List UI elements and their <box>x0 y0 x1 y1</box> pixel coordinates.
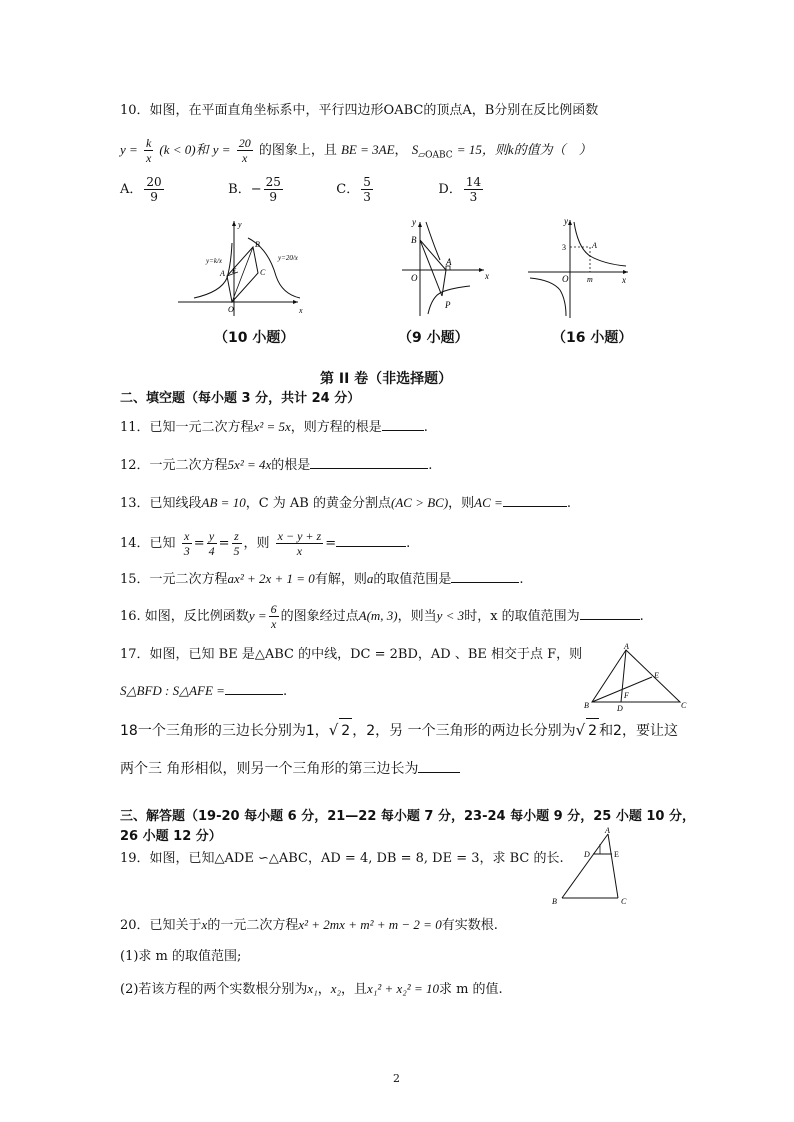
answer-blank[interactable] <box>310 456 428 469</box>
svg-text:D: D <box>584 850 590 859</box>
fraction-k-over-x: $\frac{k}{x}$ <box>145 136 152 165</box>
option-a: A． $\frac{20}{9}$ <box>120 175 162 204</box>
q12: 12．一元二次方程5x² = 4x的根是 . <box>120 457 433 473</box>
fig10-b-label: B <box>255 240 260 249</box>
svg-text:B: B <box>584 701 589 710</box>
option-c: C． $\frac{5}{3}$ <box>336 175 371 204</box>
fig10-y-label: y <box>238 220 242 229</box>
q20-line1: 20．已知关于x的一元二次方程x² + 2mx + m² + m − 2 = 0有实数根. <box>120 917 498 933</box>
section3-line1: 三、解答题（19-20 每小题 6 分，21—22 每小题 7 分，23-24 每小题 9 分，25 小题 10 分， <box>120 809 695 824</box>
svg-text:y: y <box>564 216 568 226</box>
q16: 16. 如图，反比例函数y = $\frac{6}{x}$ 的图象经过点A(m, 3)，则当y < 3时，x 的取值范围为 . <box>120 602 644 631</box>
figure-10 <box>176 218 306 318</box>
svg-text:E: E <box>614 850 619 859</box>
q10-line2: y = $\frac{k}{x}$ (k < 0)和 y = $\frac{20}{x}$ 的图象上，且 BE = 3AE， $S_{▱OABC} = 15$，则k的值为（ ） <box>120 136 592 165</box>
caption-fig9: （9 小题） <box>398 330 469 346</box>
option-b: B．− $\frac{25}{9}$ <box>228 175 281 204</box>
svg-text:O: O <box>411 273 418 283</box>
svg-text:y: y <box>412 217 416 227</box>
svg-text:x: x <box>485 271 489 281</box>
svg-text:A: A <box>446 257 452 267</box>
fig10-x-label: x <box>299 306 303 315</box>
fig10-e-label: E <box>232 267 237 275</box>
section2-heading: 二、填空题（每小题 3 分，共计 24 分） <box>120 391 361 406</box>
fig10-curve-k-label: y=k/x <box>206 257 222 265</box>
svg-text:C: C <box>621 897 627 906</box>
part2-title: 第 II 卷（非选择题） <box>320 371 453 387</box>
q17-line1: 17．如图，已知 BE 是△ABC 的中线，DC = 2BD，AD 、BE 相交于点 F，则 <box>120 647 583 662</box>
fig10-a-label: A <box>220 269 225 278</box>
svg-text:A: A <box>592 241 597 250</box>
caption-fig16: （16 小题） <box>552 330 633 346</box>
svg-text:x: x <box>622 275 626 285</box>
svg-text:3: 3 <box>562 243 566 252</box>
svg-text:A: A <box>624 642 629 651</box>
answer-blank[interactable] <box>336 534 406 547</box>
answer-blank[interactable] <box>418 760 460 773</box>
figure-17 <box>584 642 688 712</box>
caption-fig10: （10 小题） <box>214 330 295 346</box>
figure-16 <box>526 214 632 320</box>
svg-text:F: F <box>624 691 629 700</box>
q17-line2: S△BFD : S△AFE = . <box>120 683 288 699</box>
q14: 14．已知 $\frac{x}{3}$ = $\frac{y}{4}$ = $\frac{z}{5}$ ，则 $\frac{x - y + z}{x}$ = . <box>120 529 411 558</box>
svg-text:B: B <box>552 897 557 906</box>
answer-blank[interactable] <box>382 418 424 431</box>
svg-text:m: m <box>587 275 593 284</box>
svg-text:D: D <box>617 704 623 712</box>
fig10-curve-20-label: y=20/x <box>278 254 298 262</box>
q19: 19．如图，已知△ADE ∽△ABC，AD = 4, DB = 8, DE = 3，求 BC 的长. <box>120 851 564 866</box>
answer-blank[interactable] <box>503 494 567 507</box>
svg-text:B: B <box>411 235 417 245</box>
q18-line1: 18一个三角形的三边长分别为1，√ 2 ，2，另 一个三角形的两边长分别为√ 2 和2，要让这 <box>120 718 678 742</box>
fig10-o-label: O <box>228 305 234 314</box>
q11: 11．已知一元二次方程x² = 5x，则方程的根是 . <box>120 419 428 435</box>
answer-blank[interactable] <box>451 570 519 583</box>
q10-line1: 10．如图，在平面直角坐标系中，平行四边形OABC的顶点A，B分别在反比例函数 <box>120 103 599 118</box>
svg-text:O: O <box>562 274 569 284</box>
figure-9 <box>400 216 490 320</box>
svg-text:E: E <box>654 671 659 680</box>
answer-blank[interactable] <box>225 682 283 695</box>
q20-line3: (2)若该方程的两个实数根分别为x₁，x₂，且x₁² + x₂² = 10求 m 的值. <box>120 981 503 997</box>
svg-text:P: P <box>445 300 451 310</box>
q13: 13．已知线段AB = 10，C 为 AB 的黄金分割点(AC > BC)，则AC = . <box>120 495 571 511</box>
page-number: 2 <box>393 1072 400 1085</box>
option-d: D． $\frac{14}{3}$ <box>438 175 482 204</box>
q20-line2: (1)求 m 的取值范围; <box>120 949 242 964</box>
svg-text:C: C <box>681 701 687 710</box>
q15: 15．一元二次方程ax² + 2x + 1 = 0有解，则a的取值范围是 . <box>120 571 524 587</box>
q10-options <box>120 172 518 208</box>
answer-blank[interactable] <box>580 607 640 620</box>
fraction-20-over-x: $\frac{20}{x}$ <box>238 136 251 165</box>
svg-text:A: A <box>605 826 610 835</box>
q18-line2: 两个三 角形相似，则另一个三角形的第三边长为 <box>120 760 460 778</box>
fig10-c-label: C <box>260 268 266 277</box>
section3-line2: 26 小题 12 分） <box>120 829 222 844</box>
figure-19 <box>546 826 636 908</box>
